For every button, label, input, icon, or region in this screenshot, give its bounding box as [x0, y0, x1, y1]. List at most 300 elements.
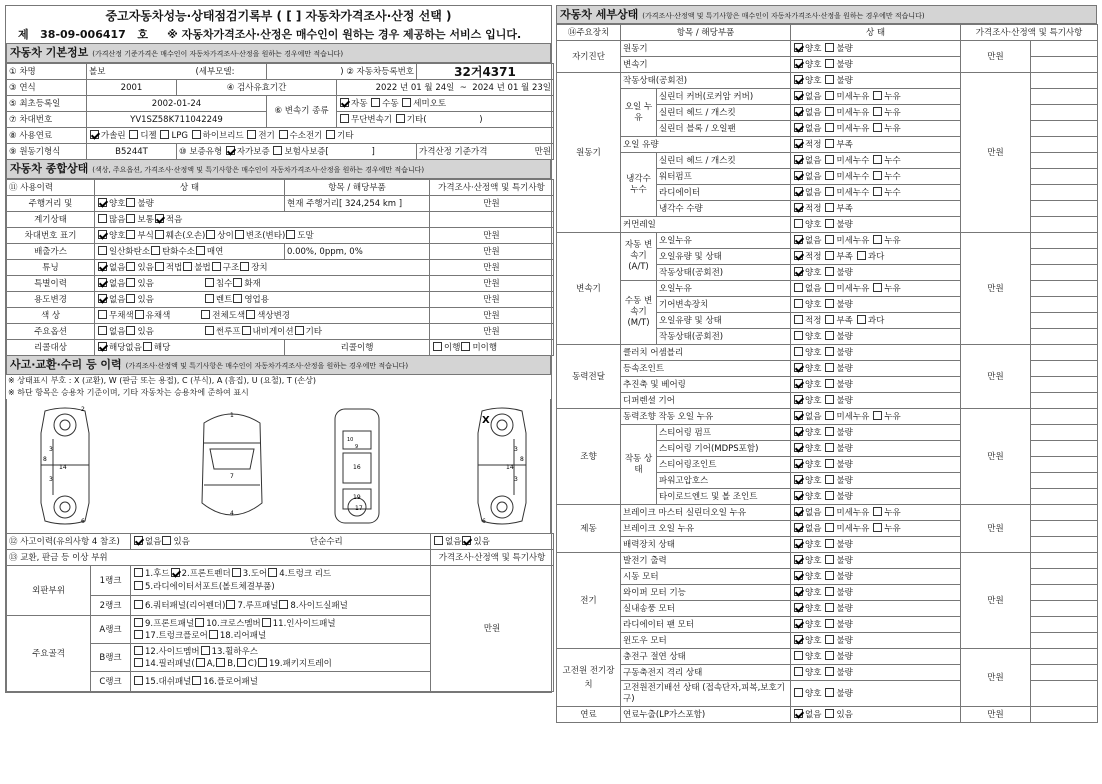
opt: 상이 — [217, 230, 234, 241]
checkbox-second[interactable] — [825, 555, 834, 564]
checkbox-first[interactable] — [794, 491, 803, 500]
checkbox[interactable] — [206, 230, 215, 239]
checkbox-second[interactable] — [825, 651, 834, 660]
checkbox[interactable] — [155, 262, 164, 271]
checkbox-third[interactable] — [873, 123, 882, 132]
checkbox-second[interactable] — [825, 395, 834, 404]
checkbox-first[interactable] — [794, 187, 803, 196]
detail-row — [557, 233, 1098, 249]
checkbox[interactable] — [237, 658, 246, 667]
rankB-items — [131, 644, 431, 672]
checkbox-second[interactable] — [825, 347, 834, 356]
base-price-label: 가격산정 기준가격 — [419, 146, 488, 157]
checkbox[interactable] — [98, 342, 107, 351]
checkbox[interactable] — [134, 568, 143, 577]
checkbox[interactable] — [433, 342, 442, 351]
checkbox[interactable] — [235, 230, 244, 239]
checkbox[interactable] — [98, 246, 107, 255]
trans-opts-2 — [337, 112, 554, 128]
checkbox-first[interactable] — [794, 203, 803, 212]
state-option: 양호 — [805, 347, 822, 358]
detail-note — [1031, 707, 1098, 723]
trans-opts — [337, 96, 554, 112]
checkbox[interactable] — [171, 568, 180, 577]
exchange-mark: X — [482, 415, 490, 426]
opt: 구조 — [222, 262, 240, 273]
checkbox-first[interactable] — [794, 379, 803, 388]
checkbox-diesel[interactable] — [129, 130, 138, 139]
svg-text:7: 7 — [230, 473, 234, 480]
checkbox-second[interactable] — [825, 587, 834, 596]
checkbox[interactable] — [226, 600, 235, 609]
checkbox[interactable] — [195, 618, 204, 627]
state-option: 양호 — [805, 667, 822, 678]
state-option: 미세누유 — [836, 283, 870, 294]
checkbox-first[interactable] — [794, 709, 803, 718]
checkbox-third[interactable] — [873, 283, 882, 292]
base-price — [417, 144, 554, 160]
checkbox-second[interactable] — [825, 709, 834, 718]
state-option: 불량 — [836, 347, 853, 358]
state-option: 누유 — [884, 411, 901, 422]
checkbox-third[interactable] — [857, 315, 866, 324]
checkbox-second[interactable] — [825, 571, 834, 580]
year: 2001 — [87, 80, 177, 96]
checkbox[interactable] — [233, 294, 242, 303]
doc-no: 38-09-006417 — [40, 28, 126, 41]
checkbox-first[interactable] — [794, 507, 803, 516]
checkbox-second[interactable] — [825, 43, 834, 52]
subgroup-at: 자동 변속기 (A/T) — [621, 233, 657, 281]
checkbox-first[interactable] — [794, 363, 803, 372]
checkbox[interactable] — [134, 676, 143, 685]
checkbox[interactable] — [183, 262, 192, 271]
checkbox-second[interactable] — [825, 459, 834, 468]
checkbox-first[interactable] — [794, 688, 803, 697]
checkbox-second[interactable] — [825, 283, 834, 292]
checkbox[interactable] — [196, 658, 205, 667]
checkbox-second[interactable] — [825, 139, 834, 148]
detail-note — [1031, 569, 1098, 585]
detail-item: 기어변속장치 — [657, 297, 791, 313]
row-mileage-label: 주행거리 및 — [7, 196, 95, 212]
checkbox-first[interactable] — [794, 555, 803, 564]
checkbox-good[interactable] — [98, 198, 107, 207]
state-option: 미세누유 — [836, 107, 870, 118]
checkbox[interactable] — [98, 326, 107, 335]
checkbox-second[interactable] — [825, 379, 834, 388]
opt: 도말 — [297, 230, 314, 241]
checkbox-first[interactable] — [794, 523, 803, 532]
checkbox-first[interactable] — [794, 651, 803, 660]
detail-state — [791, 425, 961, 441]
vin: YV1SZ58K711042249 — [87, 112, 267, 128]
row-vin-label: 차대번호 표기 — [7, 228, 95, 244]
checkbox-hybrid[interactable] — [192, 130, 201, 139]
detail-item: 오일유량 및 상태 — [657, 313, 791, 329]
checkbox-second[interactable] — [825, 619, 834, 628]
checkbox[interactable] — [268, 568, 277, 577]
state-option: 불량 — [836, 555, 853, 566]
opt: 있음 — [473, 536, 490, 547]
checkbox-many[interactable] — [98, 214, 107, 223]
row-tuning-label: 튜닝 — [7, 260, 95, 276]
checkbox-third[interactable] — [873, 155, 882, 164]
checkbox[interactable] — [151, 246, 160, 255]
checkbox-first[interactable] — [794, 347, 803, 356]
checkbox-first[interactable] — [794, 75, 803, 84]
row-options-label: 주요옵션 — [7, 324, 95, 340]
checkbox-first[interactable] — [794, 315, 803, 324]
checkbox[interactable] — [216, 658, 225, 667]
detail-state — [791, 707, 961, 723]
checkbox-first[interactable] — [794, 619, 803, 628]
opt: 장치 — [251, 262, 268, 273]
checkbox-first[interactable] — [794, 139, 803, 148]
checkbox-first[interactable] — [794, 539, 803, 548]
detail-note — [1031, 41, 1098, 57]
item: 16.플로어패널 — [203, 676, 258, 687]
checkbox[interactable] — [434, 536, 443, 545]
checkbox-first[interactable] — [794, 411, 803, 420]
checkbox-normal[interactable] — [126, 214, 135, 223]
checkbox-hydrogen[interactable] — [279, 130, 288, 139]
period-to: 2024 년 01 월 23일 — [472, 82, 552, 93]
checkbox-first[interactable] — [794, 571, 803, 580]
checkbox[interactable] — [134, 600, 143, 609]
state-option: 불량 — [836, 619, 853, 630]
checkbox-second[interactable] — [825, 427, 834, 436]
checkbox-second[interactable] — [825, 235, 834, 244]
checkbox-second[interactable] — [825, 91, 834, 100]
checkbox[interactable] — [126, 326, 135, 335]
state-option: 양호 — [805, 635, 822, 646]
checkbox[interactable] — [246, 310, 255, 319]
state-option: 양호 — [805, 379, 822, 390]
checkbox-first[interactable] — [794, 123, 803, 132]
checkbox[interactable] — [126, 278, 135, 287]
state-option: 양호 — [805, 75, 822, 86]
checkbox[interactable] — [134, 630, 143, 639]
checkbox-second[interactable] — [825, 363, 834, 372]
checkbox-first[interactable] — [794, 171, 803, 180]
checkbox[interactable] — [98, 230, 107, 239]
checkbox[interactable] — [205, 278, 214, 287]
detail-won: 만원 — [961, 505, 1031, 553]
page-title: 중고자동차성능·상태점검기록부 ( [ ] 자동차가격조사·산정 선택 ) — [105, 9, 452, 23]
checkbox-second[interactable] — [825, 251, 834, 260]
opt: 없음 — [109, 278, 126, 289]
checkbox-few[interactable] — [155, 214, 164, 223]
checkbox-second[interactable] — [825, 688, 834, 697]
checkbox-third[interactable] — [873, 187, 882, 196]
checkbox[interactable] — [209, 630, 218, 639]
row-won: 만원 — [430, 228, 554, 244]
accident-header — [6, 356, 551, 375]
checkbox-electric[interactable] — [247, 130, 256, 139]
detail-item: 냉각수 수량 — [657, 201, 791, 217]
detail-row — [557, 409, 1098, 425]
checkbox-second[interactable] — [825, 539, 834, 548]
row-vin-opts — [95, 228, 430, 244]
checkbox-self-warranty[interactable] — [226, 146, 235, 155]
checkbox-second[interactable] — [825, 123, 834, 132]
checkbox-third[interactable] — [873, 171, 882, 180]
checkbox-manual[interactable] — [371, 98, 380, 107]
checkbox[interactable] — [279, 600, 288, 609]
subgroup-oil: 오일 누유 — [621, 89, 657, 137]
checkbox-second[interactable] — [825, 315, 834, 324]
checkbox[interactable] — [232, 568, 241, 577]
checkbox[interactable] — [242, 326, 251, 335]
detail-note — [1031, 361, 1098, 377]
checkbox-second[interactable] — [825, 75, 834, 84]
checkbox-first[interactable] — [794, 427, 803, 436]
checkbox-first[interactable] — [794, 603, 803, 612]
checkbox-third[interactable] — [873, 107, 882, 116]
checkbox[interactable] — [98, 278, 107, 287]
checkbox[interactable] — [134, 646, 143, 655]
checkbox-other[interactable] — [396, 114, 405, 123]
trans-opt-other: 기타( — [406, 114, 427, 125]
checkbox-second[interactable] — [825, 523, 834, 532]
detail-note — [1031, 329, 1098, 345]
checkbox[interactable] — [134, 581, 143, 590]
checkbox-first[interactable] — [794, 299, 803, 308]
checkbox[interactable] — [126, 230, 135, 239]
checkbox-first[interactable] — [794, 43, 803, 52]
checkbox-third[interactable] — [873, 523, 882, 532]
checkbox-first[interactable] — [794, 635, 803, 644]
checkbox-semi[interactable] — [402, 98, 411, 107]
detail-item: 작동상태(공회전) — [657, 265, 791, 281]
checkbox-gasoline[interactable] — [90, 130, 99, 139]
checkbox-insurer-warranty[interactable] — [273, 146, 282, 155]
detail-note — [1031, 217, 1098, 233]
notice: ※ 자동차가격조사·산정은 매수인이 원하는 경우 제공하는 서비스 입니다. — [167, 28, 522, 41]
checkbox[interactable] — [162, 536, 171, 545]
state-option: 불량 — [836, 267, 853, 278]
checkbox[interactable] — [126, 294, 135, 303]
state-option: 미세누수 — [836, 171, 870, 182]
detail-item: 실린더 블록 / 오일팬 — [657, 121, 791, 137]
state-option: 부족 — [836, 203, 853, 214]
checkbox-second[interactable] — [825, 219, 834, 228]
detail-won: 만원 — [961, 345, 1031, 409]
checkbox-second[interactable] — [825, 267, 834, 276]
checkbox-fuel-other[interactable] — [326, 130, 335, 139]
state-option: 양호 — [805, 619, 822, 630]
group-fuel: 연료 — [557, 707, 621, 723]
checkbox[interactable] — [98, 262, 107, 271]
checkbox-third[interactable] — [873, 91, 882, 100]
checkbox[interactable] — [134, 618, 143, 627]
checkbox[interactable] — [126, 262, 135, 271]
detail-note — [1031, 409, 1098, 425]
state-option: 누유 — [884, 235, 901, 246]
row-color-label: 색 상 — [7, 308, 95, 324]
item: 12.사이드멤버 — [145, 646, 200, 657]
state-option: 불량 — [836, 459, 853, 470]
checkbox-third[interactable] — [873, 507, 882, 516]
checkbox[interactable] — [196, 246, 205, 255]
checkbox-first[interactable] — [794, 459, 803, 468]
car-name — [87, 64, 267, 80]
detail-item: 연료누출(LP가스포함) — [621, 707, 791, 723]
fuel-gasoline: 가솔린 — [101, 130, 126, 141]
checkbox-first[interactable] — [794, 219, 803, 228]
item: C) — [247, 658, 258, 669]
row-won: 만원 — [430, 260, 554, 276]
item: 2.프론트펜더 — [181, 568, 231, 579]
checkbox-first[interactable] — [794, 587, 803, 596]
checkbox-first[interactable] — [794, 59, 803, 68]
recall-label: 리콜이행 — [285, 340, 430, 356]
checkbox-second[interactable] — [825, 667, 834, 676]
checkbox-second[interactable] — [825, 411, 834, 420]
checkbox[interactable] — [192, 676, 201, 685]
basic-header-note: (가격산정 기준가격은 매수인이 자동차가격조사·산정을 원하는 경우에만 적습니다) — [92, 50, 344, 58]
detail-state — [791, 665, 961, 681]
detail-note — [1031, 233, 1098, 249]
detail-item: 구동축전지 격리 상태 — [621, 665, 791, 681]
checkbox-second[interactable] — [825, 107, 834, 116]
detail-won: 만원 — [961, 649, 1031, 707]
detail-state — [791, 569, 961, 585]
detail-item: 동력조향 작동 오일 누유 — [621, 409, 791, 425]
opt: 전체도색 — [212, 310, 246, 321]
checkbox-second[interactable] — [825, 443, 834, 452]
history-opts — [131, 534, 431, 550]
checkbox[interactable] — [205, 326, 214, 335]
checkbox-second[interactable] — [825, 299, 834, 308]
checkbox[interactable] — [201, 310, 210, 319]
checkbox-first[interactable] — [794, 267, 803, 276]
checkbox[interactable] — [134, 536, 143, 545]
state-option: 없음 — [805, 411, 822, 422]
checkbox-first[interactable] — [794, 155, 803, 164]
row-usage-opts — [95, 292, 430, 308]
checkbox-second[interactable] — [825, 331, 834, 340]
checkbox-first[interactable] — [794, 475, 803, 484]
checkbox[interactable] — [201, 646, 210, 655]
group-power-transfer: 동력전달 — [557, 345, 621, 409]
subgroup-mt: 수동 변속기 (M/T) — [621, 281, 657, 345]
state-option: 없음 — [805, 171, 822, 182]
checkbox-first[interactable] — [794, 331, 803, 340]
checkbox-second[interactable] — [825, 187, 834, 196]
doc-no-label: 제 — [18, 28, 29, 41]
checkbox-first[interactable] — [794, 235, 803, 244]
checkbox-lpg[interactable] — [160, 130, 169, 139]
state-option: 불량 — [836, 491, 853, 502]
row-special-label: 특별이력 — [7, 276, 95, 292]
item: 8.사이드실패널 — [290, 600, 348, 611]
checkbox[interactable] — [143, 342, 152, 351]
checkbox[interactable] — [258, 658, 267, 667]
opt-bad: 불량 — [137, 198, 154, 209]
checkbox-second[interactable] — [825, 491, 834, 500]
checkbox-auto[interactable] — [340, 98, 349, 107]
item: 18.리어패널 — [219, 630, 267, 641]
detail-state — [791, 153, 961, 169]
checkbox-third[interactable] — [873, 235, 882, 244]
opt: 훼손(오손) — [165, 230, 206, 241]
rankB-label: B랭크 — [91, 644, 131, 672]
checkbox-second[interactable] — [825, 203, 834, 212]
checkbox[interactable] — [233, 278, 242, 287]
state-option: 불량 — [836, 427, 853, 438]
checkbox[interactable] — [262, 618, 271, 627]
checkbox-cvt[interactable] — [340, 114, 349, 123]
state-option: 불량 — [836, 475, 853, 486]
group-engine: 원동기 — [557, 73, 621, 233]
checkbox-second[interactable] — [825, 475, 834, 484]
checkbox[interactable] — [205, 294, 214, 303]
checkbox-bad[interactable] — [126, 198, 135, 207]
basic-header-text: 자동차 기본정보 — [10, 46, 89, 59]
checkbox[interactable] — [98, 310, 107, 319]
state-option: 없음 — [805, 709, 822, 720]
trans-opt-semi: 세미오토 — [413, 98, 447, 109]
simple-opts — [431, 534, 554, 550]
checkbox[interactable] — [461, 342, 470, 351]
detail-state — [791, 89, 961, 105]
checkbox-first[interactable] — [794, 395, 803, 404]
outer-label: 외판부위 — [7, 566, 91, 616]
checkbox-first[interactable] — [794, 107, 803, 116]
checkbox[interactable] — [98, 294, 107, 303]
checkbox-second[interactable] — [825, 635, 834, 644]
checkbox-first[interactable] — [794, 667, 803, 676]
checkbox-second[interactable] — [825, 507, 834, 516]
checkbox-first[interactable] — [794, 443, 803, 452]
checkbox-second[interactable] — [825, 171, 834, 180]
detail-item: 등속조인트 — [621, 361, 791, 377]
detail-note — [1031, 649, 1098, 665]
state-option: 과다 — [867, 315, 885, 326]
opt: 화재 — [244, 278, 261, 289]
checkbox-first[interactable] — [794, 91, 803, 100]
opt: 일산화탄소 — [109, 246, 151, 257]
checkbox-second[interactable] — [825, 59, 834, 68]
checkbox-third[interactable] — [873, 411, 882, 420]
detail-item: 고전원전기배선 상태 (접속단자,피복,보호기구) — [621, 681, 791, 707]
checkbox-second[interactable] — [825, 603, 834, 612]
checkbox-first[interactable] — [794, 251, 803, 260]
checkbox[interactable] — [155, 230, 164, 239]
fuel-opts — [87, 128, 554, 144]
detail-item: 타이로드엔드 및 볼 조인트 — [657, 489, 791, 505]
checkbox[interactable] — [240, 262, 249, 271]
detail-note — [1031, 377, 1098, 393]
detail-note — [1031, 585, 1098, 601]
checkbox-second[interactable] — [825, 155, 834, 164]
checkbox[interactable] — [212, 262, 221, 271]
checkbox[interactable] — [295, 326, 304, 335]
recall-opts — [430, 340, 554, 356]
checkbox[interactable] — [462, 536, 471, 545]
opt-normal: 보통 — [137, 214, 154, 225]
checkbox-first[interactable] — [794, 283, 803, 292]
checkbox[interactable] — [134, 658, 143, 667]
checkbox[interactable] — [135, 310, 144, 319]
checkbox-third[interactable] — [857, 251, 866, 260]
opt: 있음 — [137, 278, 154, 289]
state-option: 누유 — [884, 91, 901, 102]
warranty-end: ] — [371, 146, 375, 157]
checkbox[interactable] — [286, 230, 295, 239]
